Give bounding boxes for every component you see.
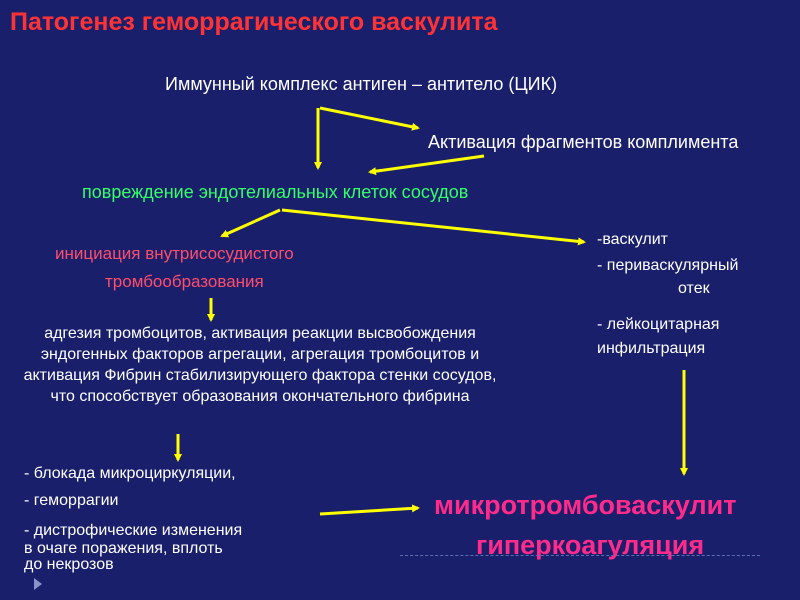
node-adhesion: адгезия тромбоцитов, активация реакции высвобождения эндогенных факторов агрегации, агрегация тромбоцитов и активация Фибрин стабилизирующего фактора стенки сосудов, что способствует образования окончательного фибрина xyxy=(23,325,497,405)
consequence-line: - блокада микроциркуляции, xyxy=(24,465,236,482)
node-complement-activation: Активация фрагментов комплимента xyxy=(428,132,739,152)
consequence-line: в очаге поражения, вплоть xyxy=(24,540,223,557)
node-endothelial-damage: повреждение эндотелиальных клеток сосудов xyxy=(82,182,469,202)
result-hypercoagulation: гиперкоагуляция xyxy=(476,530,705,560)
arrow-consequences-to-result xyxy=(320,508,418,514)
arrow-damage-to-initiation xyxy=(222,210,280,236)
page-title: Патогенез геморрагического васкулита xyxy=(10,8,498,36)
consequence-line: - дистрофические изменения xyxy=(24,522,243,539)
node-initiation-line1: инициация внутрисосудистого xyxy=(55,244,294,263)
vasculitis-line: - периваскулярный xyxy=(597,257,739,274)
node-initiation-line2: тромбообразования xyxy=(105,272,264,291)
vasculitis-line: отек xyxy=(678,280,710,297)
consequence-line: до некрозов xyxy=(24,556,114,573)
consequence-line: - геморрагии xyxy=(24,492,119,509)
arrow-activation-to-damage xyxy=(370,156,484,172)
node-immune-complex: Иммунный комплекс антиген – антитело (ЦИК) xyxy=(165,74,558,94)
result-microthrombovasculitis: микротромбоваскулит xyxy=(434,490,737,520)
arrow-immune-to-activation xyxy=(320,108,418,128)
vasculitis-line: -васкулит xyxy=(597,231,668,248)
arrow-damage-to-vasculitis xyxy=(282,210,584,242)
vasculitis-line: инфильтрация xyxy=(597,340,706,357)
vasculitis-line: - лейкоцитарная xyxy=(597,316,720,333)
